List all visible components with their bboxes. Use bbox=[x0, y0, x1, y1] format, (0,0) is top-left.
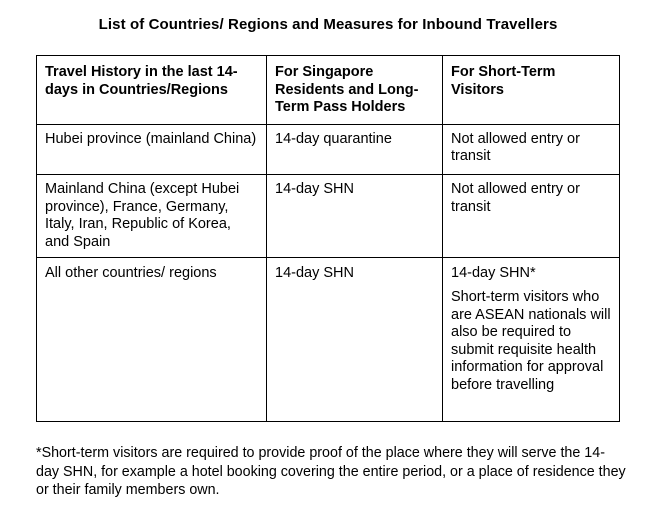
table-row bbox=[37, 258, 620, 422]
visitors-measure-text: 14-day SHN* bbox=[451, 265, 536, 282]
residents-measure-cell: 14-day quarantine bbox=[267, 124, 443, 174]
header-travel-history: Travel History in the last 14-days in Countries/Regions bbox=[37, 56, 267, 125]
table-row bbox=[37, 174, 620, 257]
table-header-row bbox=[37, 56, 620, 125]
measures-table bbox=[36, 55, 620, 422]
visitors-measure-cell bbox=[443, 258, 620, 422]
residents-measure-cell: 14-day SHN bbox=[267, 174, 443, 257]
region-cell: Mainland China (except Hubei province), France, Germany, Italy, Iran, Republic of Korea, and Spain bbox=[37, 174, 267, 257]
visitors-measure-cell: Not allowed entry or transit bbox=[443, 124, 620, 174]
region-cell: Hubei province (mainland China) bbox=[37, 124, 267, 174]
residents-measure-cell: 14-day SHN bbox=[267, 258, 443, 422]
table-row bbox=[37, 124, 620, 174]
asean-visitors-note: Short-term visitors who are ASEAN nationals will also be required to submit requisite health information for approval before travelling bbox=[451, 288, 611, 393]
header-short-term-visitors: For Short-Term Visitors bbox=[443, 56, 620, 125]
document-title: List of Countries/ Regions and Measures for Inbound Travellers bbox=[98, 16, 558, 33]
footnote: *Short-term visitors are required to provide proof of the place where they will serve the 14-day SHN, for example a hotel booking covering the entire period, or a place of residence they or their family members own. bbox=[36, 445, 626, 498]
region-cell: All other countries/ regions bbox=[37, 258, 267, 422]
header-residents: For Singapore Residents and Long-Term Pass Holders bbox=[267, 56, 443, 125]
visitors-measure-cell: Not allowed entry or transit bbox=[443, 174, 620, 257]
